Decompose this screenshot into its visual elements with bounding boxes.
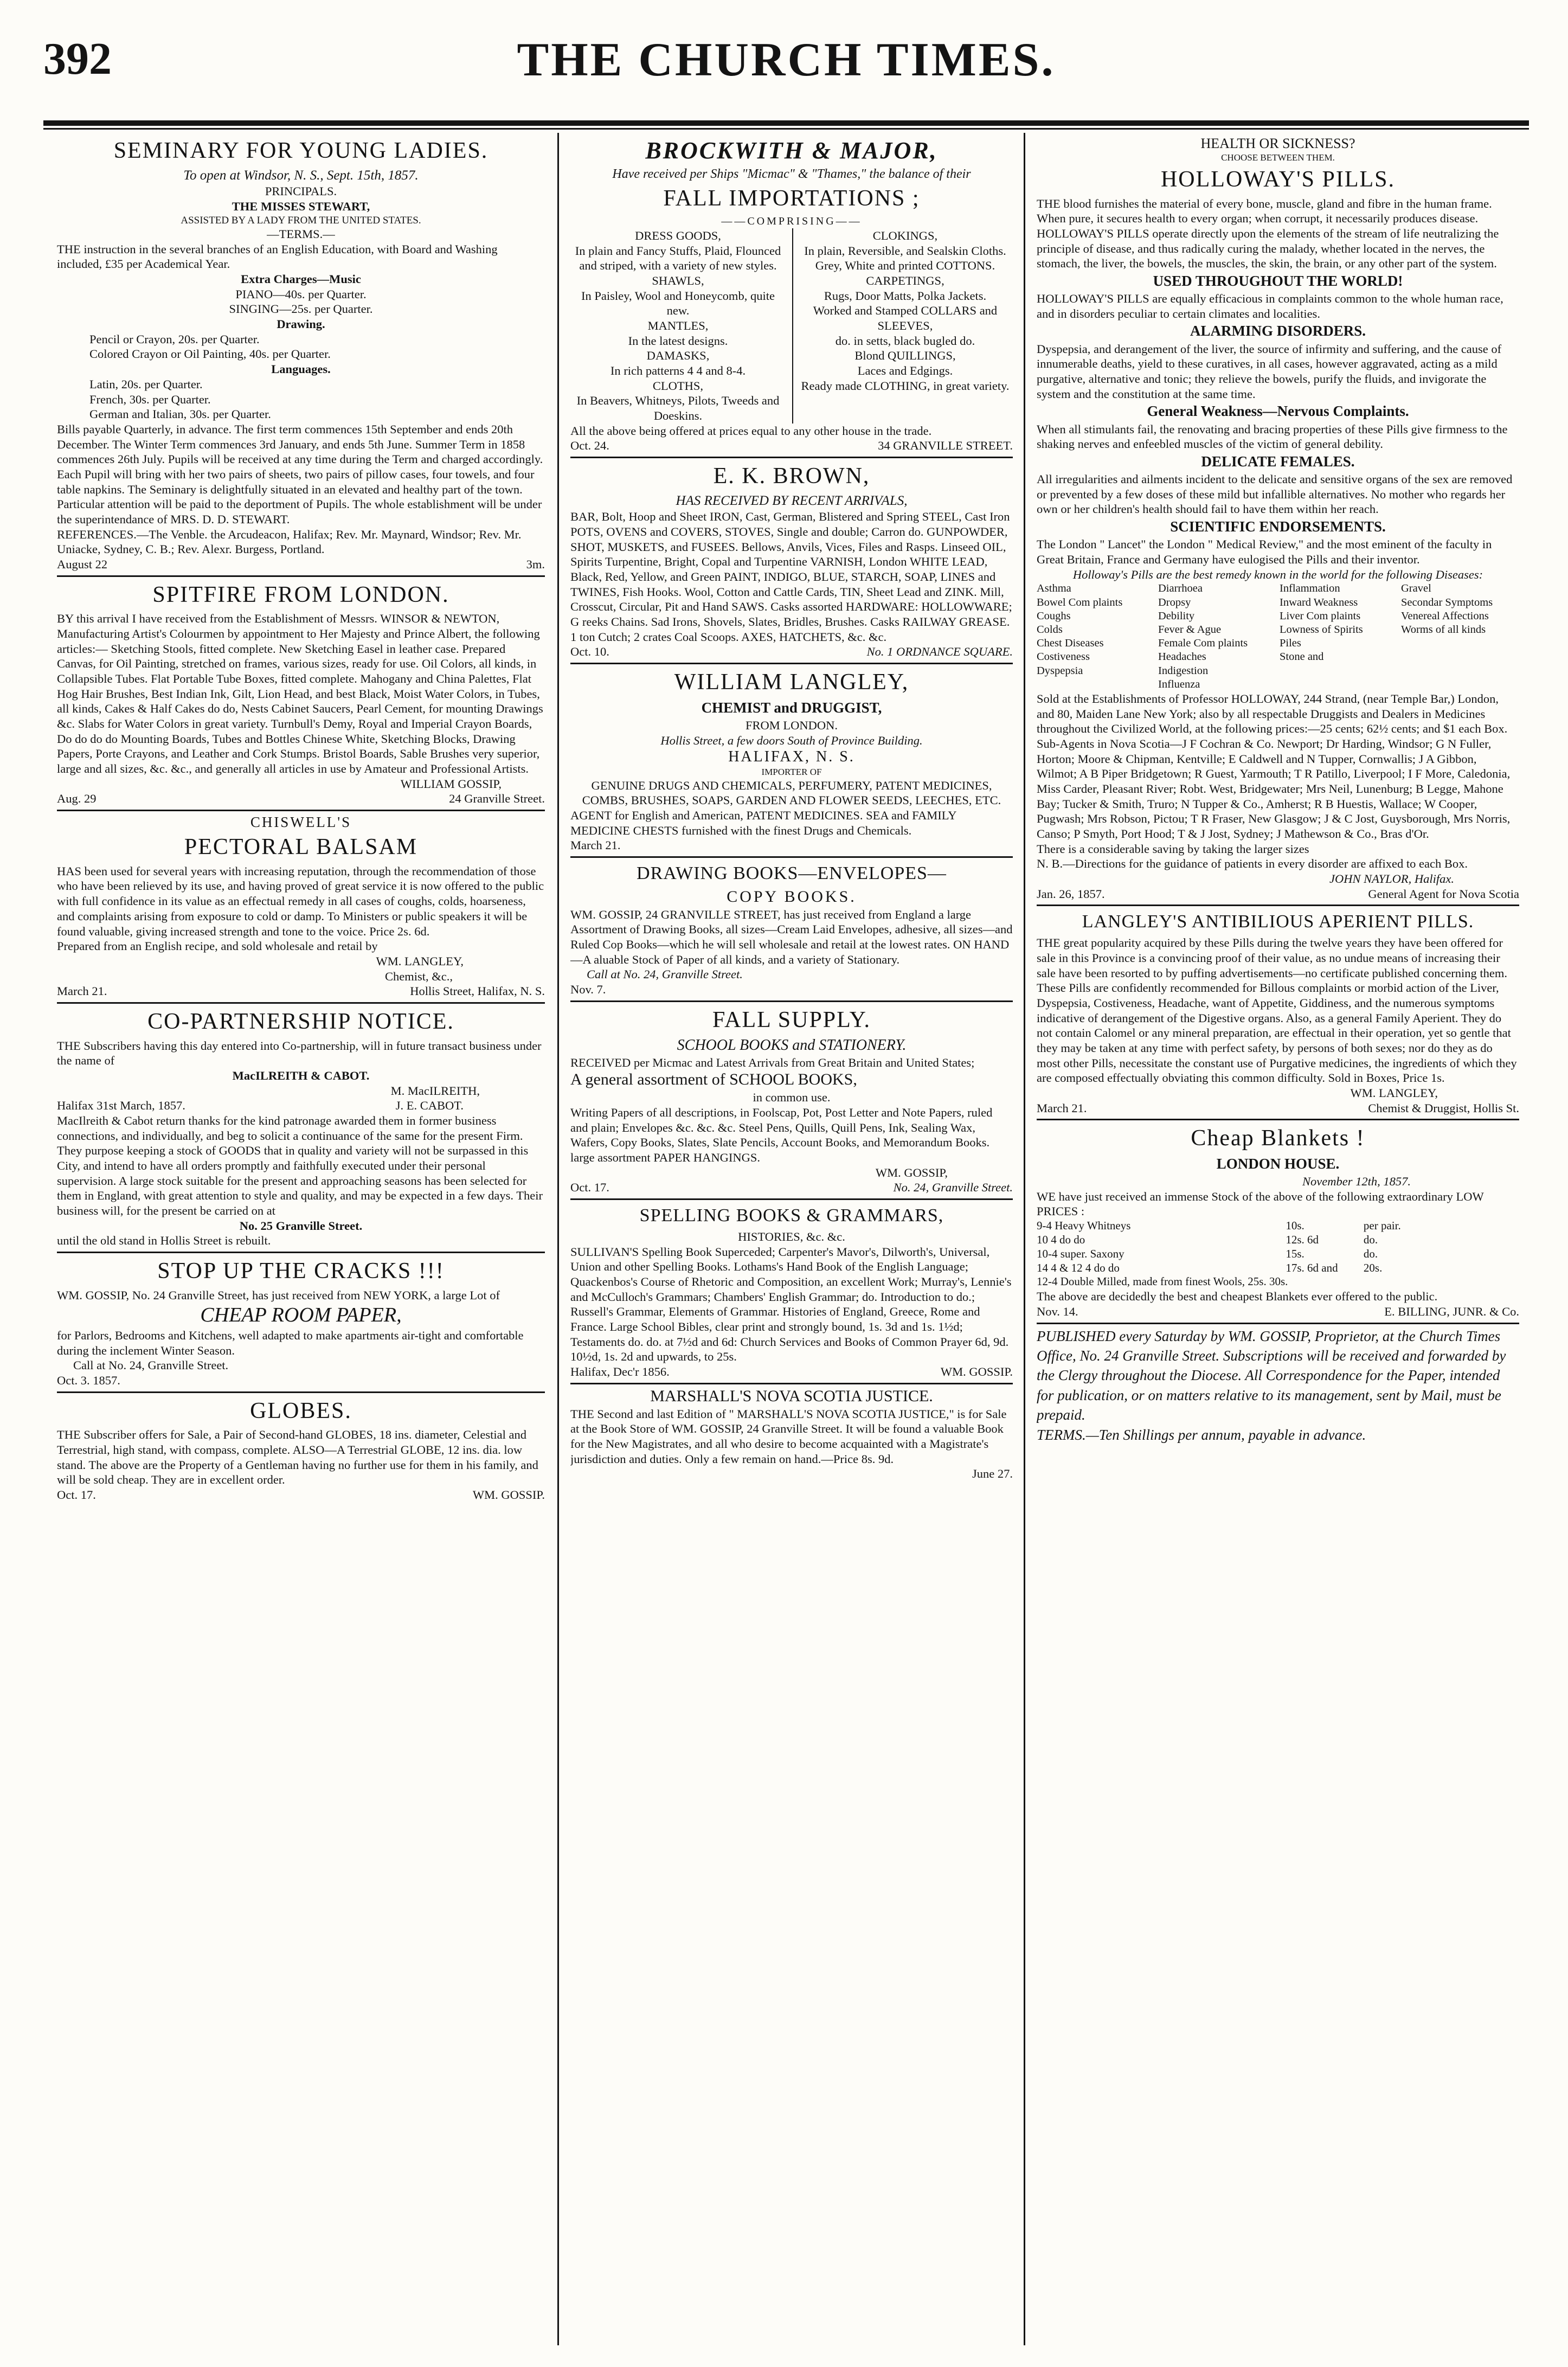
disease-cell: Indigestion [1158,664,1209,677]
goods-item: Laces and Edgings. [857,363,953,377]
ad-body: The London " Lancet" the London " Medical Review," and the most eminent of the faculty in Great Britain, France and Germany have eulogised the Pills and their inventor. [1037,537,1492,566]
price-line: SINGING—25s. per Quarter. [229,302,373,316]
ad-subheading: CHEMIST and DRUGGIST, [701,699,882,716]
price-value: 12s. 6d [1286,1233,1319,1246]
ad-heading: WILLIAM LANGLEY, [674,670,909,695]
signer: J. E. CABOT. [395,1099,464,1113]
price-item: 14 4 & 12 4 do do [1037,1261,1120,1274]
column-2 [570,133,1013,2345]
signer: WM. GOSSIP, [875,1165,948,1179]
date: Halifax, Dec'r 1856. [570,1364,670,1378]
goods-item: In plain and Fancy Stuffs, Plaid, Flounced and striped, with a variety of new styles. [575,243,781,273]
signer: WM. GOSSIP. [940,1364,1013,1378]
spelling-books-ad [570,1200,1013,1384]
signer: E. BILLING, JUNR. & Co. [1384,1304,1519,1318]
price-unit: do. [1363,1233,1378,1246]
ad-subheading: HEALTH OR SICKNESS? [1200,136,1355,151]
ad-body: GENUINE DRUGS AND CHEMICALS, PERFUMERY, PATENT MEDICINES, COMBS, BRUSHES, SOAPS, GARDEN AND FLOWER SEEDS, LEECHES, ETC. [582,778,1001,807]
ad-heading: GLOBES. [250,1398,352,1423]
signer: WM. GOSSIP. [472,1488,545,1502]
disease-cell [1401,664,1519,678]
langley-ad [570,664,1013,858]
goods-item: CARPETINGS, [866,273,944,287]
ad-body: MacIlreith & Cabot return thanks for the kind patronage awarded them in former business connections, and individually, and beg to solicit a continuance of the same for the present Firm. They purpose keeping a stock of GOODS that in quality and variety will not be surpassed in this City, and intend to have all orders promptly and faithfully executed under their personal supervision. A large stock suitable for the present and approaching seasons has been selected for them in England, with great attention to style and quality, and may be expected in a few days. Their business will, for the present be carried on at [57,1113,543,1217]
drawing-books-ad [570,858,1013,1002]
masthead [43,33,1529,108]
ad-heading: BROCKWITH & MAJOR, [645,137,938,164]
ad-subheading: To open at Windsor, N. S., Sept. 15th, 1857. [183,168,419,183]
signer: General Agent for Nova Scotia [1368,887,1519,901]
ad-heading: E. K. BROWN, [713,463,870,489]
goods-item: Rugs, Door Matts, Polka Jackets. [824,288,987,303]
signer: WM. LANGLEY, [1350,1086,1438,1100]
disease-cell: Piles [1280,637,1301,650]
ad-body: Sub-Agents in Nova Scotia—J F Cochran & Co. Newport; Dr Harding, Windsor; G N Fuller, Horton; Moore & Chipman, Kentville; E Caldwell and N Tupper, Cornwallis; J A Gibbon, Wilmot; A B Piper Bridgetown; R Guest, Yarmouth; T R Patillo, Liverpool; I F More, Caledonia, Miss Carder, Pleasant River; Robt. West, Bridgewater; Mrs Neil, Lunenburg; B Legge, Mahone Bay; Tucker & Smith, Truro; N Tupper & Co., Amherst; R B Huestis, Wallace; W Cooper, Pugwash; Mrs Robson, Pictou; T R Fraser, New Glasgow; J & C Jost, Guysborough, Mrs Norris, Canso; P Smyth, Port Hood; T & J Jost, Sydney; J Mathewson & Co., Bras d'Or. [1037,736,1511,841]
signer: Chemist, &c., [385,969,453,983]
ad-body: BY this arrival I have received from the Establishment of Messrs. WINSOR & NEWTON, Manufacturing Artist's Colourmen by appointment to Her Majesty and Prince Albert, the following articles:— Sketching Stools, fitted complete. New Sketching Easel in leather case. Prepared Canvas, for Oil Painting, stretched on frames, various sizes, ready for use. Oil Colors, all kinds, in Collapsible Tubes. Flat Portable Tube Boxes, fitted complete. Mahogany and China Palettes, Flat Hog Hair Brushes, Best Indian Ink, Gilt, Lion Head, and best Black, Moist Water Colors, in Tubes, all kinds, Cakes & Half Cakes do do, Nests Cabinet Saucers, Pearl Cement, for mounting Drawings &c. Slabs for Water Colors in great variety. Turnbull's Demy, Royal and Imperial Crayon Boards, Do do do do Mounting Boards, Tubes and Bottles Chinese White, Sketching Blocks, Drawing Papers, Porte Crayons, and Leather and Cork Stumps. Bristol Boards, Sable Brushes very superior, large and all sizes, &c. &c., and generally all articles in use by Amateur and Professional Artists. [57,612,543,775]
ad-body: for Parlors, Bedrooms and Kitchens, well adapted to make apartments air-tight and comfortable during the inclement Winter Season. [57,1328,524,1357]
balsam-ad [57,811,545,1004]
goods-item: In rich patterns 4 4 and 8-4. [610,363,746,377]
price-line: Colored Crayon or Oil Painting, 40s. per Quarter. [89,347,331,361]
ad-subheading: A general assortment of SCHOOL BOOKS, [570,1070,857,1089]
goods-item: DRESS GOODS, [635,228,721,242]
ad-heading: FALL IMPORTATIONS ; [663,185,920,211]
disease-cell: Colds [1037,623,1063,636]
disease-cell: Gravel [1401,582,1431,595]
goods-item: In the latest designs. [628,333,728,348]
price-value: 17s. 6d and [1286,1261,1338,1274]
label: PRINCIPALS. [265,184,337,198]
goods-item: do. in setts, black bugled do. [835,333,975,348]
ad-body: in common use. [753,1091,831,1105]
date: Oct. 17. [57,1488,96,1502]
ad-subheading: Have received per Ships "Micmac" & "Thames," the balance of their [612,167,971,182]
ad-body: Bills payable Quarterly, in advance. The first term commences 15th September and ends 20th December. The Winter Term commences 3rd January, and ends 5th June. Summer Term in 1858 commences 26th July. Pupils will be received at any time during the Term and charged accordingly. Each Pupil will bring with her two pairs of sheets, two pairs of pillow cases, four towels, and four table napkins. The Seminary is delightfully situated in an elevated and healthy part of the town. Particular attention will be paid to the deportment of Pupils. The whole establishment will be under the superintendance of MRS. D. D. STEWART. [57,422,543,526]
date: March 21. [570,838,621,852]
spitfire-ad [57,577,545,811]
ad-subheading: SCHOOL BOOKS and STATIONERY. [677,1037,907,1054]
date: Aug. 29 [57,792,97,806]
column-divider [1024,133,1025,2345]
column-3 [1037,133,1519,2345]
ad-body: HOLLOWAY'S PILLS are equally efficacious in complaints common to the whole human race, and in disorders peculiar to certain climates and localities. [1037,292,1503,320]
date: 3m. [526,557,545,571]
ad-body: Call at No. 24, Granville Street. [587,967,743,982]
ornament: ——COMPRISING—— [721,215,862,228]
date: June 27. [972,1467,1013,1481]
disease-cell: Female Com plaints [1158,637,1248,650]
ad-heading: LANGLEY'S ANTIBILIOUS APERIENT PILLS. [1082,912,1474,932]
goods-item: CLOKINGS, [872,228,938,242]
goods-item: Ready made CLOTHING, in great variety. [801,379,1010,393]
disease-cell [1280,664,1398,678]
ad-subheading: CHEAP ROOM PAPER, [200,1304,402,1327]
ad-body: HAS been used for several years with increasing reputation, through the recommendation of those who have been relieved by its use, and having proved of great service it is now offered to the public with full confidence in its value as an effectual remedy in all cases of coughs, colds, hoarseness, and complaints arising from exposure to cold or damp. To Ministers or public speakers it will be found valuable, giving increased strength and tone to the voice. Price 2s. 6d. [57,864,544,938]
goods-item: Worked and Stamped COLLARS and SLEEVES, [813,304,998,332]
ad-heading: PECTORAL BALSAM [184,835,418,860]
price-unit: per pair. [1363,1219,1401,1233]
price-item: 9-4 Heavy Whitneys [1037,1219,1131,1233]
fall-supply-ad [570,1002,1013,1200]
ad-body: THE Second and last Edition of " MARSHALL'S NOVA SCOTIA JUSTICE," is for Sale at the Book Store of WM. GOSSIP, 24 Granville Street. It will be found a valuable Book for the New Magistrates, and all who desire to become acquainted with a Magistrate's jurisdiction and duties. Only a few remain on hand.—Price 8s. 9d. [570,1407,1007,1466]
ad-body: THE great popularity acquired by these Pills during the twelve years they have been offered for sale in this Province is a convincing proof of their value, as no undue means of increasing their sale have been resorted to by puffing advertisements—no certificate published concerning them. These Pills are confidently recommended for Billous complaints or morbid action of the Liver, Dyspepsia, Costiveness, Headache, want of Appetite, Giddiness, and the numerous symptoms indicative of derangement of the Digestive organs. Also, as a general Family Aperient. They do not contain Calomel or any mineral preparation, are effectual in their operation, yet so gentle that they may be taken at any time with perfect safety, by persons of both sexes; nor do they as do most other Pills, necessitate the constant use of Purgative medicines, the ingredients of which they are composed effectually obviating this common difficulty. Sold in Boxes, Price 1s. [1037,936,1517,1085]
ad-body: When all stimulants fail, the renovating and bracing properties of these Pills give firmness to the shaking nerves and enfeebled muscles of the victim of general debility. [1037,422,1508,451]
ad-body: REFERENCES.—The Venble. the Arcudeacon, Halifax; Rev. Mr. Maynard, Windsor; Rev. Mr. Uniacke, Sydney, C. B.; Rev. Alexr. Burgess, Portland. [57,527,522,556]
disease-cell: Lowness of Spirits [1280,623,1363,636]
ad-heading: SPELLING BOOKS & GRAMMARS, [639,1205,944,1226]
price-unit: do. [1363,1247,1378,1260]
disease-cell: Debility [1158,610,1195,622]
label: —TERMS.— [267,227,335,241]
disease-cell: Inflammation [1280,582,1340,595]
date: March 21. [1037,1101,1087,1115]
date: Oct. 10. [570,645,609,659]
disease-cell [1037,678,1155,691]
disease-cell: Dyspepsia [1037,664,1083,677]
ad-heading: DRAWING BOOKS—ENVELOPES— [637,863,947,883]
cracks-ad [57,1253,545,1393]
disease-cell: Asthma [1037,582,1071,595]
copartnership-ad [57,1004,545,1253]
goods-item: DAMASKS, [646,349,710,363]
firm-name: MacILREITH & CABOT. [232,1068,370,1082]
signer: WM. LANGLEY, [376,954,464,968]
goods-item: In plain, Reversible, and Sealskin Cloths. [804,243,1006,258]
ad-body: BAR, Bolt, Hoop and Sheet IRON, Cast, German, Blistered and Spring STEEL, Cast Iron POTS, OVENS and COVERS, STOVES, Single and double; Carron do. GUNPOWDER, SHOT, MUSKETS, and FUSEES. Bellows, Anvils, Vices, Files and Rasps. Linseed OIL, Spirits Turpentine, Bright, Copal and Turpentine VARNISH, London WHITE LEAD, Black, Red, Yellow, and Green PAINT, INDIGO, BLUE, STARCH, SOAP, LINES and TWINES, Fish Hooks. Wool, Cotton and Cattle Cards, TIN, Sheet Lead and ZINK. Mill, Crosscut, Circular, Pit and Hand SAWS. Casks assorted HARDWARE: HOLLOWWARE; G reeks Chains. Sad Irons, Shovels, Slates, Bridles, Brushes. Casks RAILWAY GREASE. 1 ton Cutch; 2 crates Coal Scoops. AXES, HATCHETS, &c. &c. [570,510,1012,644]
ad-subheading: HAS RECEIVED BY RECENT ARRIVALS, [676,493,908,508]
ad-body: N. B.—Directions for the guidance of patients in every disorder are affixed to each Box. [1037,857,1468,871]
price-line: Latin, 20s. per Quarter. [89,377,203,391]
ad-body: Dyspepsia, and derangement of the liver, the source of infirmity and suffering, and the cause of innumerable deaths, yield to these curatives, in all cases, however aggravated, acting as a mild purgative, alternative and tonic; they relieve the bowels, purify the fluids, and invigorate the system and the constitution at the same time. [1037,342,1502,401]
ad-subheading: HISTORIES, &c. &c. [738,1229,845,1243]
disease-cell: Headaches [1158,651,1206,663]
disease-cell: Worms of all kinds [1401,623,1486,636]
ad-heading: SPITFIRE FROM LONDON. [152,582,449,607]
ad-body: THE blood furnishes the material of every bone, muscle, gland and fibre in the human frame. When pure, it secures health to every organ; when corrupt, it necessarily produces disease. HOLLOWAY'S PILLS operate directly upon the elements of the stream of life neutralizing the principle of disease, and thus radically curing the malady, whether located in the nerves, the stomach, the liver, the bowels, the muscles, the skin, the brain, or any other part of the system. [1037,196,1499,271]
label: Drawing. [277,317,325,331]
date: November 12th, 1857. [1302,1175,1411,1189]
disease-cell: Diarrhoea [1158,582,1203,595]
disease-cell: Inward Weakness [1280,596,1358,608]
disease-cell: Fever & Ague [1158,623,1222,636]
ad-subheading: COPY BOOKS. [727,887,857,906]
label: ASSISTED BY A LADY FROM THE UNITED STATES. [181,214,421,226]
ad-body: SULLIVAN'S Spelling Book Superceded; Carpenter's Mavor's, Dilworth's, Universal, Union and other Spelling Books. Lothams's Hand Book of the English Language; Quackenbos's Course of Rhetoric and Composition, an excellent Work; Murray's, Lennie's and McCulloch's Grammars; Chambers' English Grammar; do. Introduction to do.; Russell's Grammar, Elements of Grammar. Histories of England, Greece, Rome and France. Large School Bibles, clear print and strongly bound, 1s. 3d and 1s. 1½d; Testaments do. do. at 7½d and 6d: Church Services and Books of Common Prayer 6d, 9d. 10½d, 1s. 2d and upwards, to 25s. [570,1245,1012,1364]
ad-body: THE instruction in the several branches of an English Education, with Board and Washing included, £35 per Academical Year. [57,242,498,271]
ad-body: THE Subscribers having this day entered into Co-partnership, will in future transact business under the name of [57,1038,542,1068]
disease-cell [1401,678,1519,691]
disease-cell: Influenza [1158,678,1200,690]
goods-item: Grey, White and printed COTTONS. [815,259,995,273]
holloway-ad [1037,133,1519,906]
date: Oct. 3. 1857. [57,1374,120,1387]
ad-body: The above are decidedly the best and cheapest Blankets ever offered to the public. [1037,1290,1438,1304]
ad-body: Sold at the Establishments of Professor HOLLOWAY, 244 Strand, (near Temple Bar,) London, and 80, Maiden Lane New York; also by all respectable Druggists and Dealers in Medicines throughout the Civilized World, at the following prices:—25 cents; 62½ cents; and $1 each Box. [1037,691,1508,736]
date: 24 Granville Street. [449,792,545,806]
ad-body: Prepared from an English recipe, and sold wholesale and retail by [57,939,378,953]
ad-subheading: CHISWELL'S [250,813,352,830]
brown-ad [570,458,1013,664]
price-item: 10-4 super. Saxony [1037,1247,1124,1260]
date: August 22 [57,557,108,571]
diseases-table [1037,582,1519,691]
price-list [1037,1219,1519,1289]
ad-heading: MARSHALL'S NOVA SCOTIA JUSTICE. [650,1387,933,1405]
ad-body: RECEIVED per Micmac and Latest Arrivals from Great Britain and United States; [570,1055,975,1069]
ad-body: Call at No. 24, Granville Street. [73,1358,229,1372]
ad-heading: STOP UP THE CRACKS !!! [157,1258,445,1284]
price-line: Pencil or Crayon, 20s. per Quarter. [89,332,260,346]
seminary-ad [57,133,545,577]
goods-item: SHAWLS, [652,273,704,287]
label: IMPORTER OF [761,766,822,777]
disease-cell: Secondar Symptoms [1401,596,1493,608]
ad-body: Writing Papers of all descriptions, in Foolscap, Pot, Post Letter and Note Papers, ruled and plain; Envelopes &c. &c. &c. Steel Pens, Quills, Quill Pens, Ink, Sealing Wax, Wafers, Copy Books, Slates, Slate Pencils, Account Books, and Memorandum Books. large assortment PAPER HANGINGS. [570,1106,993,1165]
label: THE MISSES STEWART, [232,200,370,214]
globes-ad [57,1393,545,1506]
column-1 [57,133,545,2345]
price-value: 15s. [1286,1247,1304,1260]
date: Nov. 7. [570,983,606,997]
address: No. 1 ORDNANCE SQUARE. [866,645,1013,659]
ad-body: Holloway's Pills are the best remedy known in the world for the following Diseases: [1072,567,1483,581]
address: No. 25 Granville Street. [239,1218,363,1233]
disease-cell: Dropsy [1158,596,1191,608]
goods-list-left [570,228,786,424]
price-line: German and Italian, 30s. per Quarter. [89,407,271,421]
date: Hollis Street, Halifax, N. S. [410,984,545,998]
justice-ad [570,1384,1013,1485]
goods-item: Blond QUILLINGS, [854,349,956,363]
blankets-ad [1037,1120,1519,1324]
section-heading: USED THROUGHOUT THE WORLD! [1153,272,1403,289]
ad-heading: FALL SUPPLY. [712,1007,871,1032]
price-value: 10s. [1286,1219,1304,1233]
ad-body: WM. GOSSIP, 24 GRANVILLE STREET, has just received from England a large Assortment of Drawing Books, all sizes—Cream Laid Envelopes, adhesive, all sizes—and Ruled Cop Books—which he will sell wholesale and retail at the lowest rates. ON HAND—A aluable Stock of Paper of all kinds, and a variety of Stationary. [570,907,1013,966]
disease-cell: Liver Com plaints [1280,610,1361,622]
antibilious-ad [1037,906,1519,1120]
ad-body: WM. GOSSIP, No. 24 Granville Street, has just received from NEW YORK, a large Lot of [57,1288,500,1302]
date: Halifax 31st March, 1857. [57,1099,185,1113]
date: March 21. [57,984,107,998]
signer: WILLIAM GOSSIP, [400,777,502,791]
address: No. 24, Granville Street. [893,1181,1013,1195]
masthead-rule-thin [43,128,1529,130]
signer: JOHN NAYLOR, Halifax. [1329,872,1454,886]
price-item: 12-4 Double Milled, made from finest Wools, 25s. 30s. [1037,1275,1288,1288]
section-heading: ALARMING DISORDERS. [1190,323,1366,339]
disease-cell: Stone and [1280,651,1324,663]
brockwith-ad [570,133,1013,458]
colophon-terms: TERMS.—Ten Shillings per annum, payable in advance. [1037,1426,1366,1443]
signer: M. MacILREITH, [390,1083,480,1098]
colophon [1037,1324,1519,1448]
ad-heading: HOLLOWAY'S PILLS. [1160,166,1396,192]
ad-body: There is a considerable saving by taking the larger sizes [1037,842,1309,856]
section-heading: DELICATE FEMALES. [1201,453,1355,470]
address: 34 GRANVILLE STREET. [878,439,1013,453]
ad-subheading: LONDON HOUSE. [1216,1155,1340,1172]
disease-cell [1280,678,1398,691]
label: FROM LONDON. [745,718,838,732]
ad-body: All irregularities and ailments incident to the delicate and sensitive organs of the sex are removed or prevented by a few doses of these mild but infallible alternatives. No mother who regards her own or her children's health should fail to have them within her reach. [1037,472,1513,516]
disease-cell: Bowel Com plaints [1037,596,1123,608]
disease-cell [1401,637,1519,650]
address: Hollis Street, a few doors South of Province Building. [660,733,923,747]
disease-cell: Coughs [1037,610,1071,622]
label: Extra Charges—Music [241,272,361,286]
disease-cell [1401,650,1519,664]
address: Chemist & Druggist, Hollis St. [1368,1101,1519,1115]
label: Languages. [271,362,331,376]
ad-heading: CO-PARTNERSHIP NOTICE. [147,1009,454,1034]
goods-item: In Beavers, Whitneys, Pilots, Tweeds and Doeskins. [576,394,780,422]
masthead-rule [43,120,1529,126]
goods-item: MANTLES, [647,318,709,332]
goods-list-right [792,228,1013,424]
date: Oct. 24. [570,439,609,453]
page-number: 392 [43,34,112,84]
ad-body: THE Subscriber offers for Sale, a Pair of Second-hand GLOBES, 18 ins. diameter, Celestial and Terrestrial, high stand, with compass, complete. ALSO—A Terrestrial GLOBE, 12 ins. dia. low stand. The above are the Property of a Gentleman having no further use for them in his family, and will be sold cheap. They are in excellent order. [57,1428,538,1487]
goods-item: In Paisley, Wool and Honeycomb, quite new. [581,288,775,318]
disease-cell: Venereal Affections [1401,610,1489,622]
disease-cell: Chest Diseases [1037,637,1104,650]
section-heading: SCIENTIFIC ENDORSEMENTS. [1170,518,1386,535]
ad-body: AGENT for English and American, PATENT MEDICINES. SEA and FAMILY MEDICINE CHESTS furnished with the finest Drugs and Chemicals. [570,808,956,837]
colophon-text: PUBLISHED every Saturday by WM. GOSSIP, Proprietor, at the Church Times Office, No. 24 Granville Street. Subscriptions will be received and forwarded by the Clergy throughout the Diocese. All Correspondence for the Paper, intended for publication, or on matters relative to its management, sent by Mail, must be prepaid. [1037,1327,1506,1423]
ad-heading: Cheap Blankets ! [1191,1126,1365,1151]
ad-body: until the old stand in Hollis Street is rebuilt. [57,1234,271,1248]
price-line: PIANO—40s. per Quarter. [235,287,367,301]
newspaper-title: THE CHURCH TIMES. [517,34,1056,86]
section-heading: General Weakness—Nervous Complaints. [1147,403,1409,420]
disease-cell: Costiveness [1037,651,1090,663]
column-divider [557,133,559,2345]
ad-body: WE have just received an immense Stock of the above of the following extraordinary LOW PRICES : [1037,1189,1484,1218]
date: Oct. 17. [570,1181,609,1195]
city: HALIFAX, N. S. [728,748,855,766]
date: Jan. 26, 1857. [1037,887,1105,901]
price-line: French, 30s. per Quarter. [89,392,211,406]
price-item: 10 4 do do [1037,1233,1085,1246]
price-unit: 20s. [1363,1261,1383,1274]
ad-body: All the above being offered at prices equal to any other house in the trade. [570,424,932,438]
date: Nov. 14. [1037,1304,1078,1318]
goods-item: CLOTHS, [652,379,704,393]
ad-heading: SEMINARY FOR YOUNG LADIES. [113,138,489,163]
label: CHOOSE BETWEEN THEM. [1221,152,1335,163]
